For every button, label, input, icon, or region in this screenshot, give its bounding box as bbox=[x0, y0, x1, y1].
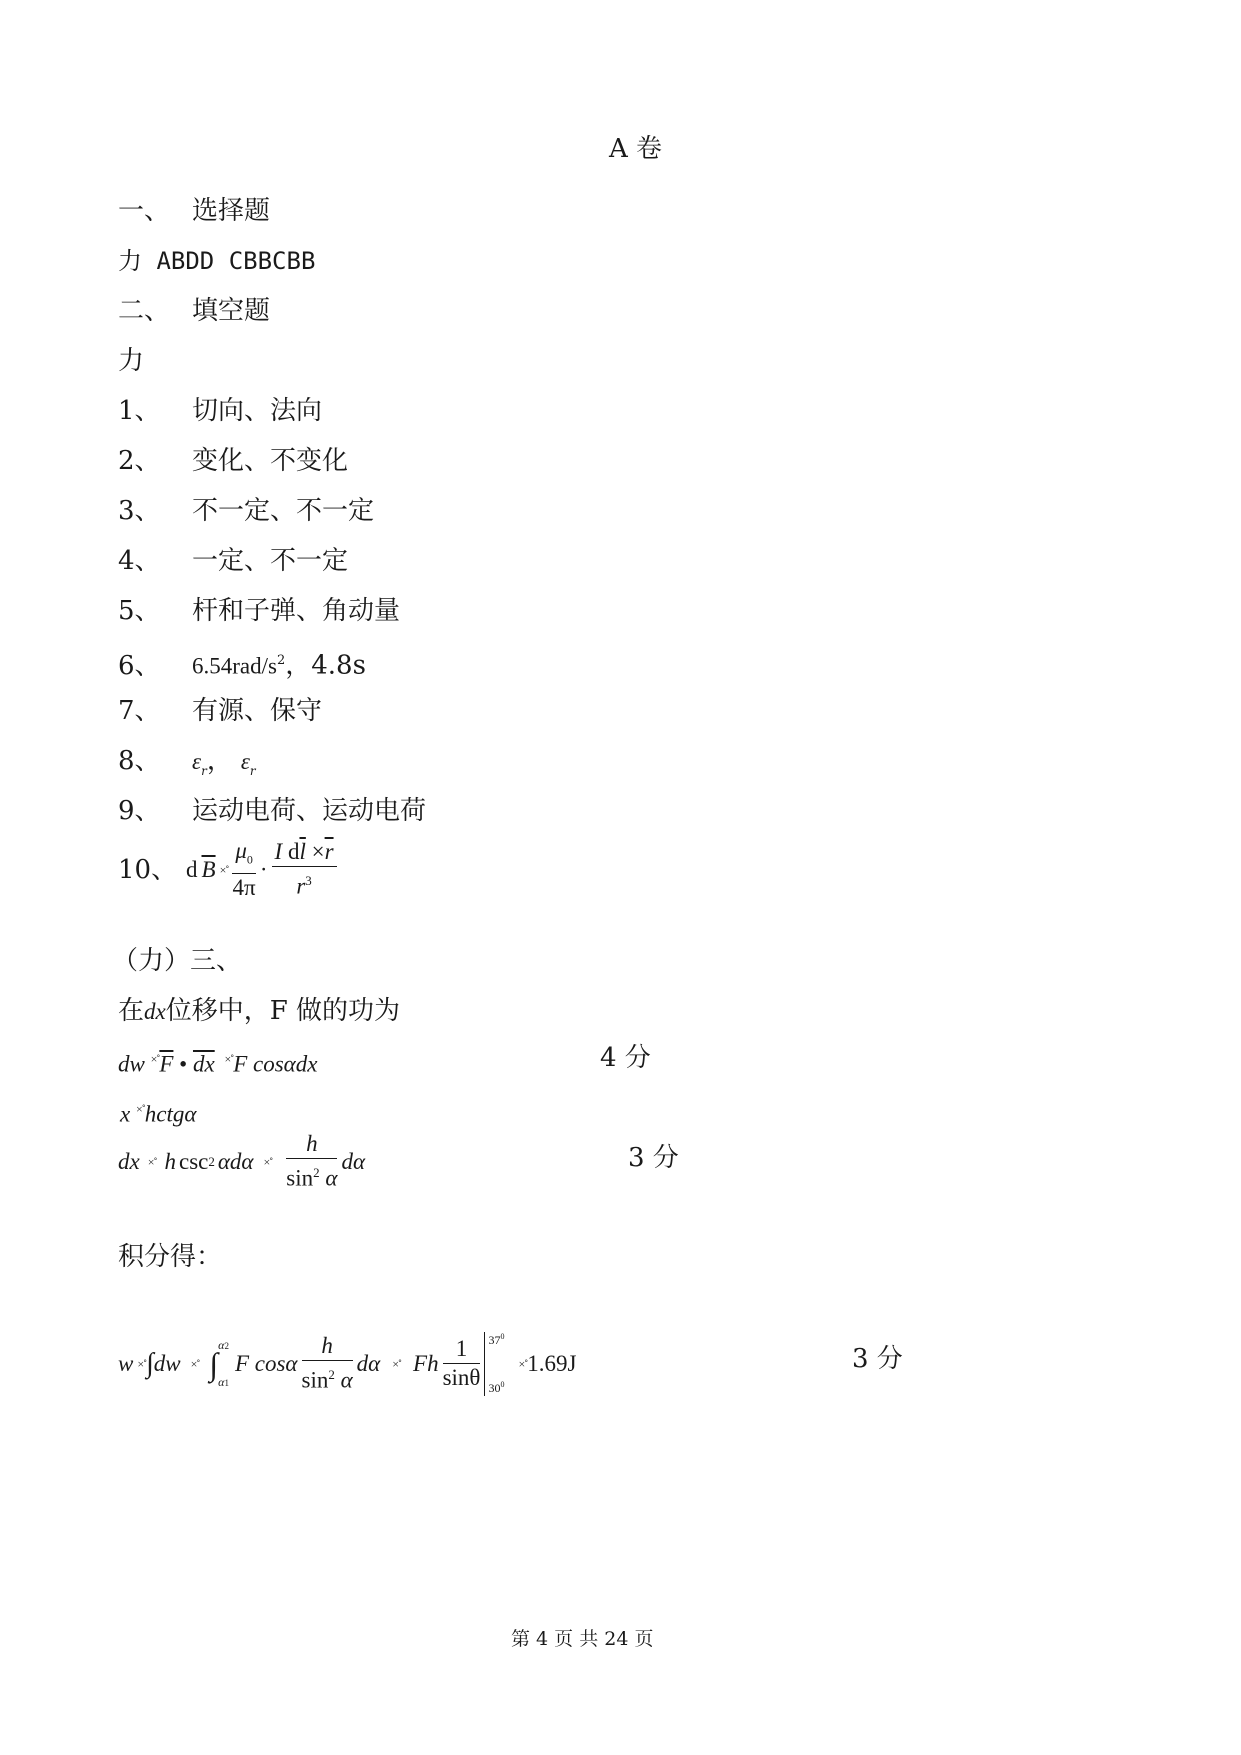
vector-r: $\overline{r}$ bbox=[324, 839, 334, 865]
item-answer: 运动电荷、运动电荷 bbox=[192, 796, 427, 826]
item-answer: 不一定、不一定 bbox=[192, 496, 375, 526]
sin-function: sin bbox=[286, 1165, 314, 1191]
dx-symbol: dx bbox=[144, 999, 166, 1024]
formula-biot-savart bbox=[186, 838, 341, 903]
page-title: A 卷 bbox=[609, 134, 663, 164]
integral-limits bbox=[218, 1338, 229, 1390]
d-alpha: dα bbox=[341, 1149, 366, 1174]
lower-bound-value: 30 bbox=[488, 1381, 501, 1395]
item-answer: 有源、保守 bbox=[192, 696, 323, 726]
score: 3 分 bbox=[852, 1344, 903, 1374]
epsilon-symbol: ε bbox=[240, 749, 250, 774]
item-answer: 变化、不变化 bbox=[192, 446, 349, 476]
epsilon-symbol: ε bbox=[192, 749, 202, 774]
numerator: h bbox=[302, 1333, 353, 1361]
equation-dw bbox=[118, 1044, 317, 1080]
section-fill bbox=[118, 296, 270, 326]
section-calculation: （力）三、 bbox=[112, 946, 243, 976]
item-number: 5、 bbox=[118, 596, 161, 626]
garbled-symbol: ×˚ bbox=[135, 1102, 145, 1116]
denominator bbox=[286, 1159, 337, 1193]
subscript: r bbox=[249, 764, 256, 779]
denominator bbox=[272, 867, 337, 901]
fill-item bbox=[118, 746, 256, 786]
denominator bbox=[302, 1361, 353, 1395]
vector-dx: $\overline{dx}$ bbox=[192, 1051, 215, 1077]
section-number: 二、 bbox=[118, 296, 171, 326]
equation-x bbox=[120, 1094, 196, 1130]
item-number: 8、 bbox=[118, 746, 161, 776]
numerator bbox=[272, 839, 337, 867]
equation-rhs: F cosαdx bbox=[233, 1051, 318, 1077]
dw-symbol: dw bbox=[153, 1351, 181, 1376]
lower-limit bbox=[218, 1375, 229, 1390]
numerator: 1 bbox=[443, 1336, 481, 1364]
fraction-one-sin-theta bbox=[443, 1336, 481, 1392]
section-number: 一、 bbox=[118, 196, 171, 226]
sub-label: 力 bbox=[118, 346, 145, 376]
fraction-h-sin bbox=[302, 1333, 353, 1395]
item-number: 3、 bbox=[118, 496, 161, 526]
fh-symbol: Fh bbox=[413, 1351, 439, 1376]
dot-operator: · bbox=[259, 857, 268, 882]
f-cos-alpha: F cosα bbox=[234, 1351, 298, 1376]
fill-item bbox=[118, 838, 341, 902]
fill-item bbox=[118, 546, 348, 576]
section-choice bbox=[118, 196, 270, 226]
upper-bound bbox=[488, 1332, 504, 1348]
equation-work-integral bbox=[118, 1324, 576, 1404]
fraction-mu bbox=[232, 838, 256, 903]
evaluation-bar bbox=[484, 1332, 504, 1396]
fraction-current bbox=[272, 839, 337, 901]
superscript: 2 bbox=[208, 1154, 215, 1169]
subscript: 1 bbox=[224, 1378, 229, 1388]
degree-mark: 0 bbox=[500, 1380, 505, 1389]
page-footer: 第 4 页 共 24 页 bbox=[511, 1628, 654, 1650]
superscript: 2 bbox=[276, 653, 286, 668]
item-answer-value: 6.54rad/s bbox=[192, 653, 277, 679]
separator: ， bbox=[206, 746, 233, 776]
subscript: r bbox=[201, 764, 207, 779]
sin-function: sin bbox=[301, 1367, 329, 1393]
item-answer: 杆和子弹、角动量 bbox=[192, 596, 401, 626]
cross-symbol: × bbox=[311, 839, 325, 865]
h-symbol: h bbox=[164, 1149, 176, 1174]
csc-function: csc bbox=[178, 1149, 209, 1174]
item-answer: 切向、法向 bbox=[192, 396, 323, 426]
garbled-symbol: ×˚ bbox=[150, 1052, 160, 1066]
numerator: h bbox=[286, 1131, 337, 1159]
lower-bound bbox=[488, 1380, 504, 1396]
integral-label: 积分得： bbox=[118, 1242, 223, 1272]
degree-mark: 0 bbox=[500, 1332, 505, 1341]
fill-item bbox=[118, 396, 322, 426]
score: 4 分 bbox=[600, 1043, 651, 1073]
d-symbol: d bbox=[287, 839, 300, 865]
garbled-symbol: ×˚ bbox=[219, 863, 229, 877]
fill-item bbox=[118, 596, 400, 626]
w-symbol: w bbox=[118, 1351, 134, 1376]
intro-text: 位移中，F 做的功为 bbox=[165, 996, 401, 1026]
definite-integral bbox=[209, 1338, 229, 1390]
fill-item bbox=[118, 446, 348, 476]
i-symbol: I bbox=[274, 839, 283, 865]
vector-b: $\overline{B}$ bbox=[201, 857, 216, 882]
dx-symbol: dx bbox=[118, 1149, 140, 1174]
alpha-symbol: α bbox=[218, 1338, 225, 1352]
garbled-symbol: ×˚ bbox=[137, 1356, 147, 1371]
choice-answers: 力 ABDD CBBCBB bbox=[118, 247, 316, 275]
item-number: 7、 bbox=[118, 696, 161, 726]
garbled-symbol: ×˚ bbox=[224, 1052, 234, 1066]
alpha-d-alpha: αdα bbox=[217, 1149, 254, 1174]
superscript: 3 bbox=[305, 873, 312, 889]
item-number: 2、 bbox=[118, 446, 161, 476]
score: 3 分 bbox=[628, 1143, 679, 1173]
garbled-symbol: ×˚ bbox=[518, 1356, 528, 1371]
r-symbol: r bbox=[296, 873, 306, 899]
bullet-operator: • bbox=[179, 1051, 188, 1077]
item-number: 1、 bbox=[118, 396, 161, 426]
work-intro bbox=[118, 996, 400, 1027]
result-value: 1.69J bbox=[527, 1351, 577, 1376]
vector-l: $\overline{l}$ bbox=[299, 839, 306, 865]
intro-text: 在 bbox=[118, 996, 145, 1026]
alpha-symbol: α bbox=[325, 1165, 338, 1191]
upper-limit bbox=[218, 1338, 229, 1353]
denominator: sinθ bbox=[442, 1365, 481, 1390]
item-answer: 一定、不一定 bbox=[192, 546, 349, 576]
subscript: 2 bbox=[224, 1341, 229, 1351]
d-alpha: dα bbox=[356, 1351, 381, 1376]
fill-item bbox=[118, 496, 374, 526]
item-answer-value: ，4.8s bbox=[285, 650, 366, 681]
equation-rhs: hctgα bbox=[144, 1101, 197, 1127]
denominator: 4π bbox=[232, 875, 256, 901]
section-label: 选择题 bbox=[192, 196, 271, 226]
garbled-symbol: ×˚ bbox=[263, 1154, 273, 1169]
fill-item bbox=[118, 696, 322, 726]
garbled-symbol: ×˚ bbox=[392, 1356, 402, 1371]
item-number: 4、 bbox=[118, 546, 161, 576]
upper-bound-value: 37 bbox=[488, 1333, 501, 1347]
dw-symbol: dw bbox=[118, 1051, 145, 1077]
alpha-symbol: α bbox=[218, 1375, 225, 1389]
numerator bbox=[232, 838, 256, 875]
fill-item bbox=[118, 796, 426, 826]
superscript: 2 bbox=[313, 1165, 320, 1181]
integral-sign: ∫ bbox=[209, 1345, 219, 1382]
superscript: 2 bbox=[328, 1367, 335, 1383]
x-symbol: x bbox=[120, 1101, 131, 1127]
fill-item bbox=[118, 646, 366, 682]
alpha-symbol: α bbox=[340, 1367, 353, 1393]
item-number: 10、 bbox=[118, 855, 178, 885]
item-number: 9、 bbox=[118, 796, 161, 826]
equation-dx bbox=[118, 1130, 365, 1194]
garbled-symbol: ×˚ bbox=[190, 1356, 200, 1371]
garbled-symbol: ×˚ bbox=[147, 1154, 157, 1169]
item-number: 6、 bbox=[118, 650, 161, 681]
vector-f: $\overline{F}$ bbox=[159, 1051, 174, 1077]
subscript: 0 bbox=[246, 852, 253, 867]
integral-sign: ∫ bbox=[146, 1348, 154, 1379]
d-symbol: d bbox=[186, 857, 198, 882]
section-label: 填空题 bbox=[192, 296, 271, 326]
mu-symbol: μ bbox=[235, 837, 247, 863]
fraction-h-sin bbox=[286, 1131, 337, 1193]
